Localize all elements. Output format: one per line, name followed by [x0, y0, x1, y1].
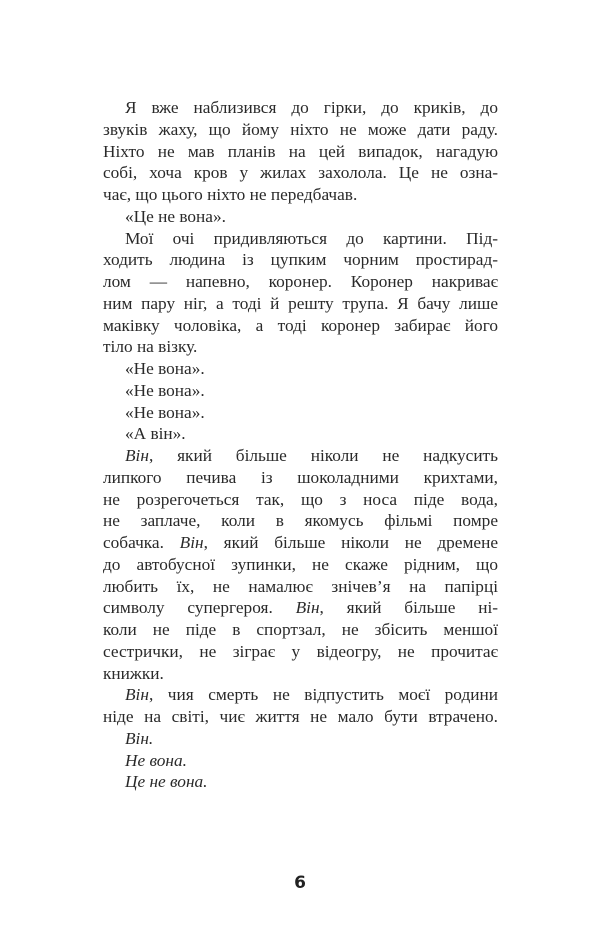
italic-text: Він	[295, 598, 320, 618]
text-line	[103, 184, 498, 206]
italic-text: Це не вона.	[125, 772, 208, 792]
text-span: , який більше ніколи не дремене	[203, 533, 498, 552]
text-line	[103, 380, 498, 402]
text-span: липкого печива із шоколадними крихтами,	[103, 467, 498, 487]
text-line	[103, 97, 498, 119]
text-line	[103, 402, 498, 424]
italic-text: Він	[125, 685, 149, 705]
text-span: звуків жаху, що йому ніхто не може дати раду.	[103, 119, 498, 139]
text-span: лом — напевно, коронер. Коронер накриває	[103, 272, 498, 291]
text-span: собачка.	[103, 533, 180, 552]
text-line	[103, 315, 498, 337]
text-line	[103, 271, 498, 293]
page-number: 6	[294, 873, 306, 893]
text-span: чає, що цього ніхто не передбачав.	[103, 185, 358, 204]
text-span: «Не вона».	[125, 359, 205, 378]
text-line	[103, 554, 498, 576]
text-span: собі, хоча кров у жилах захолола. Це не озна-	[103, 163, 498, 183]
text-span: «А він».	[125, 424, 186, 444]
text-span: книжки.	[103, 663, 164, 683]
text-line	[103, 576, 498, 598]
text-span: «Не вона».	[125, 380, 205, 400]
italic-text: Він	[179, 533, 204, 552]
text-line	[103, 619, 498, 641]
text-line	[103, 249, 498, 271]
text-line	[103, 336, 498, 358]
text-line	[103, 445, 498, 467]
text-span: ним пару ніг, а тоді й решту трупа. Я бачу лише	[103, 293, 498, 313]
text-span: , чия смерть не відпустить моєї родини	[148, 685, 498, 705]
text-line	[103, 141, 498, 163]
text-line	[103, 706, 498, 728]
text-line	[103, 771, 498, 793]
text-line	[103, 206, 498, 228]
text-span: ніде на світі, чиє життя не мало бути втрачено.	[103, 707, 498, 726]
text-line	[103, 467, 498, 489]
text-span: Ніхто не мав планів на цей випадок, нагадую	[103, 141, 498, 161]
text-span: тіло на візку.	[103, 337, 198, 357]
text-span: «Це не вона».	[125, 206, 226, 226]
text-line	[103, 162, 498, 184]
text-span: любить їх, не намалює знічев’я на папірці	[103, 576, 498, 596]
text-line	[103, 532, 498, 554]
text-span: ходить людина із цупким чорним простирад-	[103, 250, 498, 270]
italic-text: Не вона.	[125, 750, 187, 770]
text-line	[103, 510, 498, 532]
text-line	[103, 641, 498, 663]
text-span: «Не вона».	[125, 402, 205, 422]
text-line	[103, 663, 498, 685]
text-span: маківку чоловіка, а тоді коронер забирає його	[103, 315, 498, 335]
text-span: Мої очі придивляються до картини. Під-	[125, 228, 498, 248]
text-span: сестрички, не зіграє у відеогру, не прочитає	[103, 641, 498, 661]
text-span: , який більше ні-	[319, 598, 498, 618]
italic-text: Він	[125, 446, 149, 465]
text-line	[103, 358, 498, 380]
text-line	[103, 597, 498, 619]
text-span: символу супергероя.	[103, 598, 296, 618]
text-span: не заплаче, коли в якомусь фільмі помре	[103, 511, 498, 531]
text-line	[103, 489, 498, 511]
text-span: не розрегочеться так, що з носа піде вода,	[103, 489, 498, 509]
text-line	[103, 423, 498, 445]
text-span: , який більше ніколи не надкусить	[148, 446, 498, 465]
text-line	[103, 119, 498, 141]
text-line	[103, 228, 498, 250]
text-line	[103, 684, 498, 706]
text-span: Я вже наблизився до гірки, до криків, до	[125, 98, 498, 117]
text-span: до автобусної зупинки, не скаже рідним, що	[103, 554, 498, 574]
page-body-text	[103, 97, 498, 793]
text-line	[103, 728, 498, 750]
text-line	[103, 293, 498, 315]
text-span: коли не піде в спортзал, не збісить меншої	[103, 620, 498, 639]
italic-text: Він.	[125, 728, 154, 748]
text-line	[103, 750, 498, 772]
